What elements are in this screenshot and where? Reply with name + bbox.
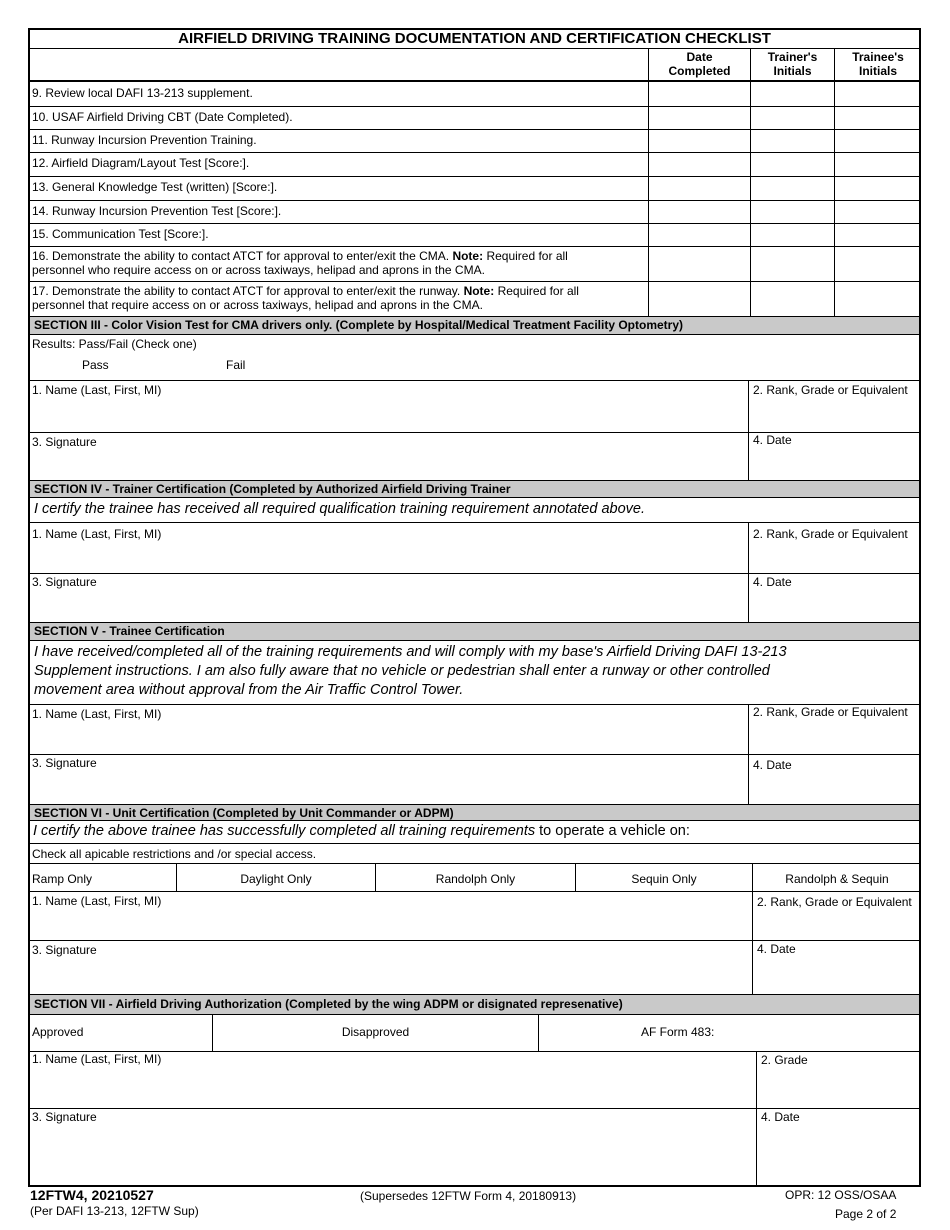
s6-name-field[interactable]: 1. Name (Last, First, MI) <box>32 894 162 908</box>
s5-rank-field[interactable]: 2. Rank, Grade or Equivalent <box>753 705 908 719</box>
s5-name-field[interactable]: 1. Name (Last, First, MI) <box>32 707 162 721</box>
option-ramp-only[interactable]: Ramp Only <box>32 872 93 886</box>
option-randolph-sequin[interactable]: Randolph & Sequin <box>785 872 889 886</box>
page-number: Page 2 of 2 <box>835 1207 897 1221</box>
section-3-header: SECTION III - Color Vision Test for CMA drivers only. (Complete by Hospital/Medical Treatment Facility Optometry) <box>30 316 919 335</box>
s3-name-field[interactable]: 1. Name (Last, First, MI) <box>32 383 162 397</box>
s4-rank-field[interactable]: 2. Rank, Grade or Equivalent <box>753 527 908 541</box>
rule <box>30 48 919 49</box>
s6-date-field[interactable]: 4. Date <box>757 942 796 956</box>
item-11: 11. Runway Incursion Prevention Training. <box>32 133 257 147</box>
item-9: 9. Review local DAFI 13-213 supplement. <box>32 86 253 100</box>
section-6-header: SECTION VI - Unit Certification (Completed by Unit Commander or ADPM) <box>30 804 919 821</box>
col-divider <box>648 48 649 316</box>
s3-signature-field[interactable]: 3. Signature <box>32 435 97 449</box>
s6-check-label: Check all apicable restrictions and /or special access. <box>32 847 317 861</box>
trainee-initials-header: Trainee's Initials <box>852 50 904 78</box>
pass-option[interactable]: Pass <box>82 358 109 372</box>
s6-signature-field[interactable]: 3. Signature <box>32 943 97 957</box>
item-16: 16. Demonstrate the ability to contact ATCT for approval to enter/exit the CMA. Note: Required for all personnel who require access on or across taxiways, helipad and aprons in the CMA. <box>32 249 568 277</box>
checklist-form <box>28 28 921 1187</box>
col-divider <box>834 48 835 316</box>
s6-statement: I certify the above trainee has successfully completed all training requirements to operate a vehicle on: <box>33 823 690 839</box>
s5-signature-field[interactable]: 3. Signature <box>32 756 97 770</box>
form-id: 12FTW4, 20210527 <box>30 1187 154 1203</box>
option-randolph-only[interactable]: Randolph Only <box>435 872 516 886</box>
s5-statement: I have received/completed all of the training requirements and will comply with my base's Airfield Driving DAFI 13-213 Supplement instructions. I am also fully aware that no vehicle or pedestrian shall enter a runway or other controlled movement area without approval from the Air Traffic Control Tower. <box>34 644 787 698</box>
s7-grade-field[interactable]: 2. Grade <box>761 1053 808 1067</box>
s7-name-field[interactable]: 1. Name (Last, First, MI) <box>32 1052 162 1066</box>
option-sequin-only[interactable]: Sequin Only <box>631 872 697 886</box>
results-label: Results: Pass/Fail (Check one) <box>32 337 197 351</box>
rule <box>30 80 919 82</box>
section-7-header: SECTION VII - Airfield Driving Authorization (Completed by the wing ADPM or disignated represenative) <box>30 994 919 1015</box>
s4-signature-field[interactable]: 3. Signature <box>32 575 97 589</box>
item-15: 15. Communication Test [Score:]. <box>32 227 209 241</box>
option-daylight-only[interactable]: Daylight Only <box>240 872 312 886</box>
trainer-initials-header: Trainer's Initials <box>767 50 818 78</box>
s3-rank-field[interactable]: 2. Rank, Grade or Equivalent <box>753 383 908 397</box>
item-13: 13. General Knowledge Test (written) [Score:]. <box>32 180 278 194</box>
fail-option[interactable]: Fail <box>226 358 246 372</box>
af-form-483-field[interactable]: AF Form 483: <box>641 1025 715 1039</box>
item-17: 17. Demonstrate the ability to contact ATCT for approval to enter/exit the runway. Note: Required for all personnel that require access on or across taxiways, helipad and aprons in the CMA. <box>32 284 579 312</box>
s7-date-field[interactable]: 4. Date <box>761 1110 800 1124</box>
item-12: 12. Airfield Diagram/Layout Test [Score:]. <box>32 156 250 170</box>
s7-signature-field[interactable]: 3. Signature <box>32 1110 97 1124</box>
s5-date-field[interactable]: 4. Date <box>753 758 792 772</box>
opr: OPR: 12 OSS/OSAA <box>785 1188 897 1202</box>
s4-statement: I certify the trainee has received all required qualification training requirement annotated above. <box>34 501 645 517</box>
date-completed-header: Date Completed <box>668 50 731 78</box>
s3-date-field[interactable]: 4. Date <box>753 433 792 447</box>
per-reference: (Per DAFI 13-213, 12FTW Sup) <box>30 1204 199 1218</box>
section-4-header: SECTION IV - Trainer Certification (Completed by Authorized Airfield Driving Trainer <box>30 480 919 498</box>
s4-name-field[interactable]: 1. Name (Last, First, MI) <box>32 527 162 541</box>
s4-date-field[interactable]: 4. Date <box>753 575 792 589</box>
s7-disapproved-option[interactable]: Disapproved <box>341 1025 410 1039</box>
supersedes-note: (Supersedes 12FTW Form 4, 20180913) <box>360 1189 577 1203</box>
s6-rank-field[interactable]: 2. Rank, Grade or Equivalent <box>757 895 912 909</box>
s7-approved-option[interactable]: Approved <box>32 1025 84 1039</box>
form-title: AIRFIELD DRIVING TRAINING DOCUMENTATION AND CERTIFICATION CHECKLIST <box>178 30 771 47</box>
col-divider <box>750 48 751 316</box>
section-5-header: SECTION V - Trainee Certification <box>30 622 919 641</box>
item-10: 10. USAF Airfield Driving CBT (Date Completed). <box>32 110 293 124</box>
item-14: 14. Runway Incursion Prevention Test [Score:]. <box>32 204 282 218</box>
